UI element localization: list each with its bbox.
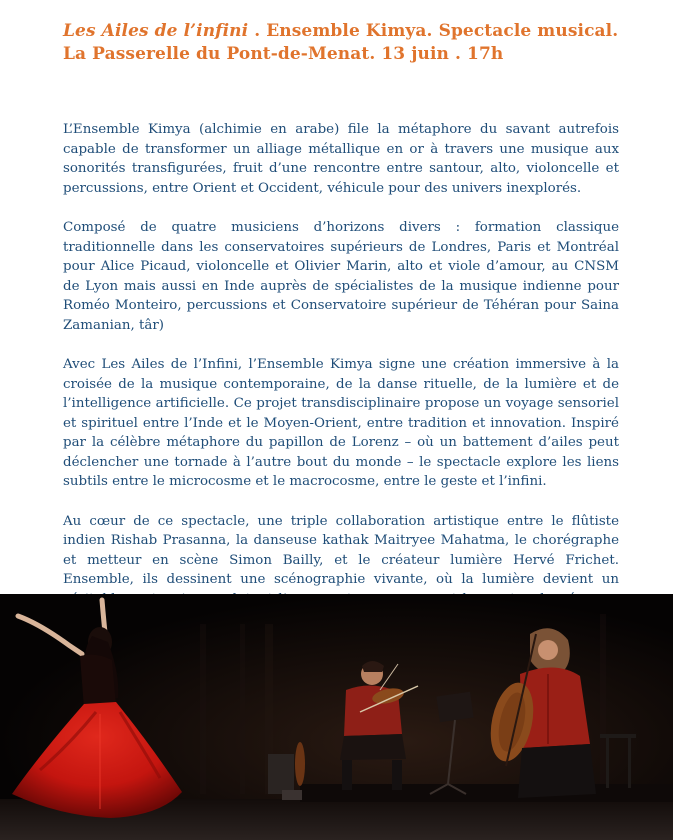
concert-photo-illustration bbox=[0, 594, 673, 840]
paragraph-4: Au cœur de ce spectacle, une triple collaboration artistique entre le flûtiste indien Rishab Prasanna, la danseuse kathak Maitryee Mahatma, le chorégraphe et metteur en scène Simon Bailly, et le créateur lumière Hervé Frichet. Ensemble, ils dessinent une scénographie vivante, où la lumière devient un bbox=[63, 513, 619, 587]
paragraph-2: Composé de quatre musiciens d’horizons divers : formation classique traditionnelle dans les conservatoires supérieurs de Londres, Paris et Montréal pour Alice Picaud, violoncelle et Olivier Marin, alto et viole d’amour, au CNSM de Lyon mais aussi en Inde auprès de spécialistes de la musique indienne pour Roméo Monteiro, percussions et Conservatoire supérieur de Téhéran pour Saina Zamanian, târ) bbox=[63, 220, 619, 333]
paragraph-1: L’Ensemble Kimya (alchimie en arabe) file la métaphore du savant autrefois capable de transformer un alliage métallique en or à travers une musique aux sonorités transfigurées, fruit d’une rencontre entre santour, alto, violoncelle et percussions, entre Orient et Occident, véhicule pour des univers inexplorés. bbox=[63, 122, 619, 196]
show-title: Les Ailes de l’infini bbox=[63, 21, 249, 41]
article-body bbox=[63, 120, 619, 649]
paragraph-3: Avec Les Ailes de l’Infini, l’Ensemble Kimya signe une création immersive à la croisée de la musique contemporaine, de la danse rituelle, de la lumière et de l’intelligence artificielle. Ce projet transdisciplinaire propose un voyage sensoriel et spirituel entre l’Inde et le Moyen-Orient, entre tradition et innovation. Inspiré par la célèbre métaphore du papillon de Lorenz – où un battement d’ailes peut déclencher une tornade à l’autre bout du monde – le spectacle explore les liens subtils entre le microcosme et le macrocosme, entre le geste et l’infini. bbox=[63, 357, 619, 489]
show-details: . Ensemble Kimya. Spectacle musical. La Passerelle du Pont-de-Menat. 13 juin . 17h bbox=[63, 21, 619, 64]
article-heading bbox=[63, 20, 623, 66]
stage-riser bbox=[300, 784, 673, 802]
concert-photo bbox=[0, 594, 673, 840]
